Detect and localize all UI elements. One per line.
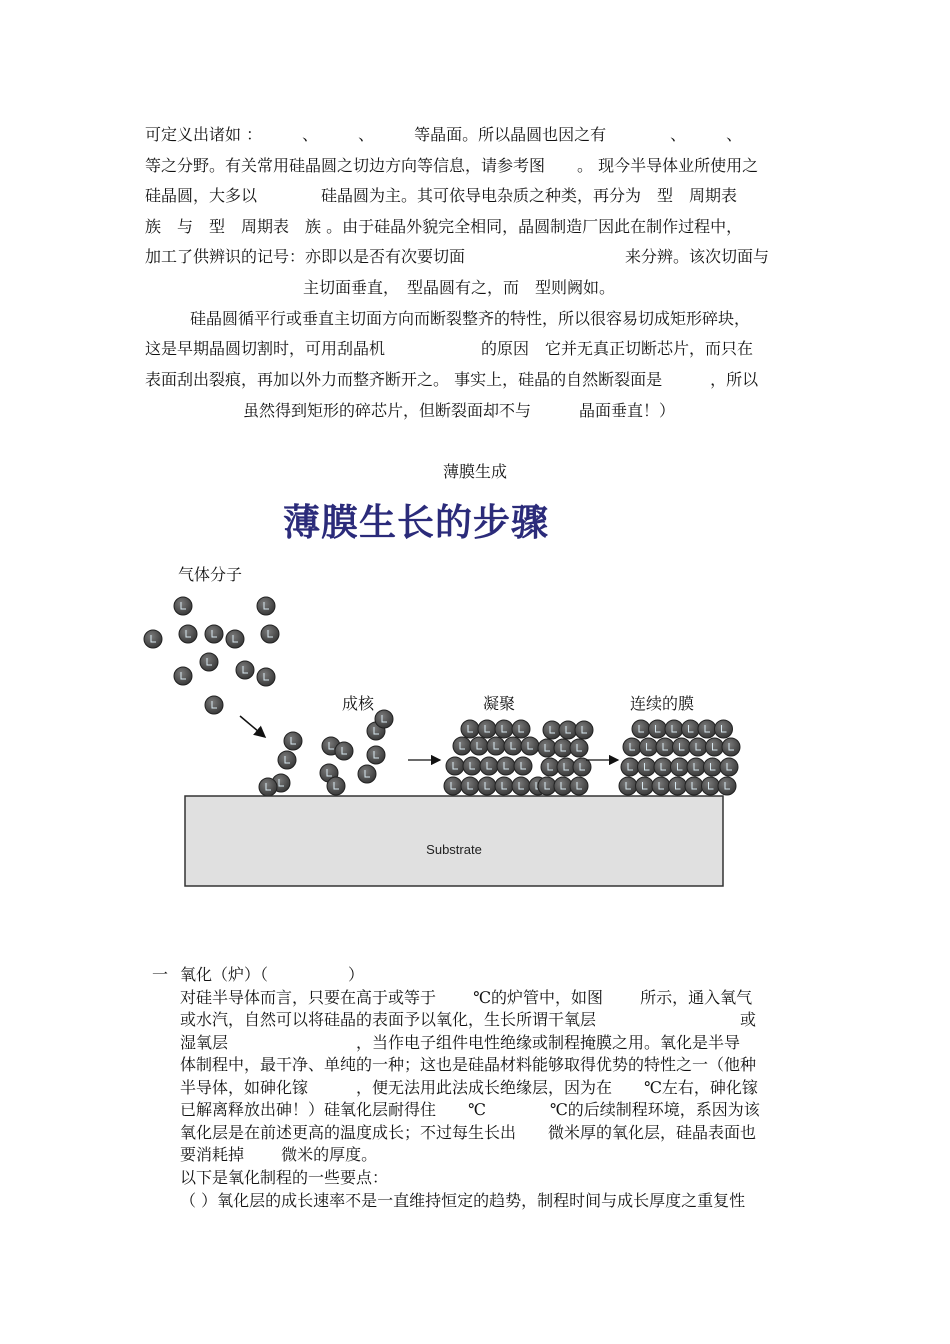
film-particle (702, 777, 720, 795)
film-particle (715, 720, 733, 738)
nucleation-particle (375, 710, 393, 728)
film-particle (623, 738, 641, 756)
aggregation-particle (497, 757, 515, 775)
gas-particle (174, 667, 192, 685)
section-number: 一 (152, 965, 169, 984)
gas-particle (236, 661, 254, 679)
nucleation-particle (358, 765, 376, 783)
section-line-5: 半导体，如砷化镓 ，便无法用此法成长绝缘层，因为在 ℃左右，砷化镓 (180, 1078, 758, 1097)
aggregation-particle (495, 720, 513, 738)
film-particle (682, 720, 700, 738)
paragraph-1-line-2: 等之分野。有关常用硅晶圆之切边方向等信息，请参考图 。 现今半导体业所使用之 (145, 156, 759, 175)
film-particle (669, 777, 687, 795)
aggregation-particle (557, 758, 575, 776)
aggregation-particle (554, 739, 572, 757)
aggregation-particle (538, 739, 556, 757)
aggregation-particle (573, 758, 591, 776)
gas-particle (261, 625, 279, 643)
film-particle (621, 758, 639, 776)
section-line-2: 或水汽，自然可以将硅晶的表面予以氧化，生长所谓干氧层 或 (180, 1010, 757, 1029)
section-line-4: 体制程中，最干净、单纯的一种；这也是硅晶材料能够取得优势的特性之一（他种 (180, 1055, 757, 1074)
aggregation-particle (514, 757, 532, 775)
paragraph-1-line-5: 加工了供辨识的记号：亦即以是否有次要切面 来分辨。该次切面与 (145, 247, 770, 266)
gas-particle (205, 625, 223, 643)
aggregation-particle (543, 721, 561, 739)
nucleation-particles (259, 710, 393, 796)
gas-particle (174, 597, 192, 615)
paragraph-1-line-6: 主切面垂直， 型晶圆有之，而 型则阙如。 (303, 278, 616, 297)
gas-particle (257, 597, 275, 615)
film-particle (718, 777, 736, 795)
film-particle (706, 738, 724, 756)
film-particle (720, 758, 738, 776)
film-particle (652, 777, 670, 795)
aggregation-particle (461, 720, 479, 738)
aggregation-particle (570, 777, 588, 795)
paragraph-1-line-3: 硅晶圆，大多以 硅晶圆为主。其可依导电杂质之种类，再分为 型 周期表 (145, 186, 738, 205)
aggregation-particle (512, 720, 530, 738)
film-particle (654, 758, 672, 776)
aggregation-particle (559, 721, 577, 739)
gas-molecules-label: 气体分子 (178, 565, 243, 584)
aggregation-particle (463, 757, 481, 775)
section-line-1: 对硅半导体而言，只要在高于或等于 ℃的炉管中，如图 所示，通入氧气 (180, 988, 753, 1007)
nucleation-particle (335, 742, 353, 760)
aggregation-particle (446, 757, 464, 775)
aggregation-particle (504, 737, 522, 755)
continuous-film-label: 连续的膜 (630, 694, 695, 713)
gas-particle (257, 668, 275, 686)
substrate (185, 796, 723, 886)
aggregation-particle (495, 777, 513, 795)
paragraph-1-line-4: 族 与 型 周期表 族 。由于硅晶外貌完全相同，晶圆制造厂因此在制作过程中， (145, 217, 743, 236)
aggregation-particle (570, 739, 588, 757)
section-line-9: 以下是氧化制程的一些要点： (180, 1168, 389, 1187)
film-particle (687, 758, 705, 776)
aggregation-particle (478, 720, 496, 738)
aggregation-particle (538, 777, 556, 795)
film-particle (640, 738, 658, 756)
section-line-10: （ ）氧化层的成长速率不是一直维持恒定的趋势，制程时间与成长厚度之重复性 (180, 1191, 746, 1210)
aggregation-particle (461, 777, 479, 795)
paragraph-2-line-1: 硅晶圆循平行或垂直主切面方向而断裂整齐的特性，所以很容易切成矩形碎块， (190, 309, 751, 328)
gas-particle (205, 696, 223, 714)
aggregation-particle (575, 721, 593, 739)
section-heading: 氧化（炉）（ ） (180, 965, 365, 984)
film-particle (704, 758, 722, 776)
aggregation-particle (512, 777, 530, 795)
film-particle (698, 720, 716, 738)
substrate-label: Substrate (426, 842, 482, 857)
paragraph-2-line-4: 虽然得到矩形的碎芯片，但断裂面却不与 晶面垂直！） (243, 401, 676, 420)
section-line-3: 湿氧层 ，当作电子组件电性绝缘或制程掩膜之用。氧化是半导 (180, 1033, 741, 1052)
aggregation-particle (470, 737, 488, 755)
film-particle (722, 738, 740, 756)
film-particle (665, 720, 683, 738)
film-particle (638, 758, 656, 776)
gas-particle (179, 625, 197, 643)
nucleation-label: 成核 (342, 694, 375, 713)
nucleation-particle (284, 732, 302, 750)
nucleation-particle (367, 746, 385, 764)
figure-caption: 薄膜生成 (442, 462, 507, 481)
aggregation-particle (453, 737, 471, 755)
nucleation-particle (259, 778, 277, 796)
aggregation-particles (444, 720, 593, 795)
film-particle (619, 777, 637, 795)
gas-particle (226, 630, 244, 648)
film-particle (656, 738, 674, 756)
section-line-7: 氧化层是在前述更高的温度成长；不过每生长出 微米厚的氧化层，硅晶表面也 (180, 1123, 757, 1142)
nucleation-particle (327, 777, 345, 795)
paragraph-2-line-2: 这是早期晶圆切割时，可用刮晶机 的原因 它并无真正切断芯片，而只在 (145, 339, 754, 358)
aggregation-particle (444, 777, 462, 795)
film-particle (671, 758, 689, 776)
aggregation-particle (480, 757, 498, 775)
figure-title: 薄膜生长的步骤 (283, 501, 549, 544)
aggregation-label: 凝聚 (483, 694, 516, 713)
film-particle (632, 720, 650, 738)
aggregation-particle (554, 777, 572, 795)
aggregation-particle (521, 737, 539, 755)
gas-particles (144, 597, 279, 714)
paragraph-2-line-3: 表面刮出裂痕，再加以外力而整齐断开之。 事实上，硅晶的自然断裂面是 ，所以 (145, 370, 759, 389)
film-particle (689, 738, 707, 756)
film-particle (649, 720, 667, 738)
nucleation-particle (278, 751, 296, 769)
film-particle (673, 738, 691, 756)
aggregation-particle (478, 777, 496, 795)
film-particle (685, 777, 703, 795)
paragraph-1-line-1: 可定义出诸如 ： 、 、 等晶面。所以晶圆也因之有 、 、 (145, 125, 743, 144)
gas-particle (144, 630, 162, 648)
gas-particle (200, 653, 218, 671)
diagonal-arrow (240, 716, 265, 737)
film-particle (636, 777, 654, 795)
section-line-8: 要消耗掉 微米的厚度。 (180, 1145, 378, 1164)
continuous-film-particles (619, 720, 740, 795)
aggregation-particle (541, 758, 559, 776)
aggregation-particle (487, 737, 505, 755)
section-line-6: 已解离释放出砷！）硅氧化层耐得住 ℃ ℃的后续制程环境，系因为该 (180, 1100, 760, 1119)
